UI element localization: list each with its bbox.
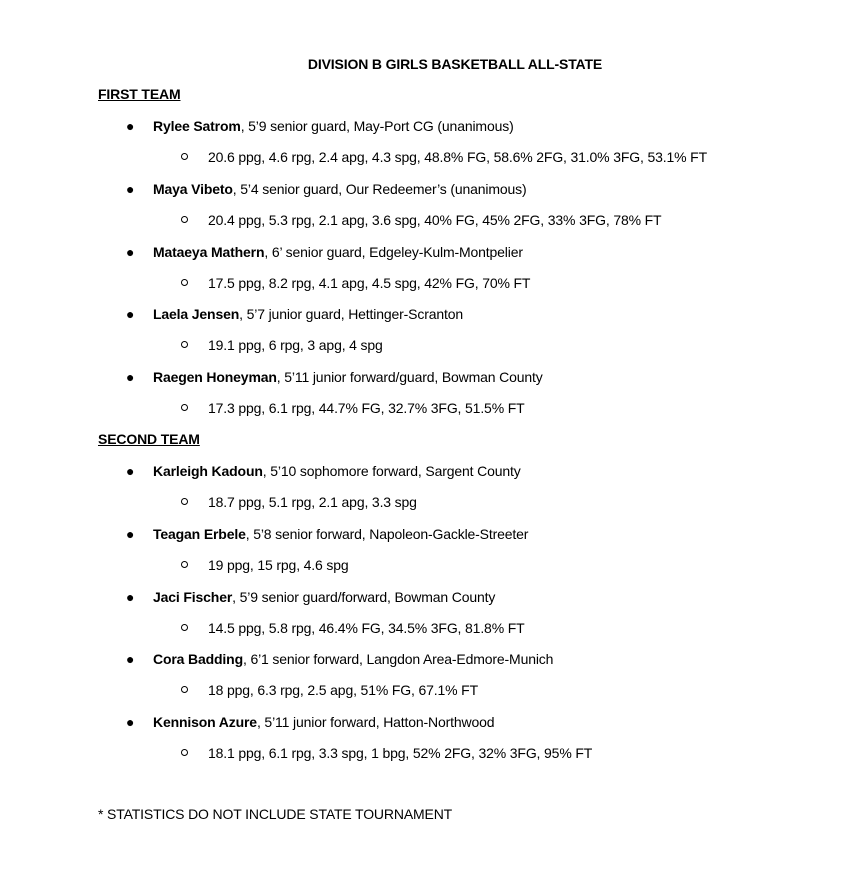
bullet-icon: ● [126, 463, 135, 479]
second-team-list [0, 462, 842, 776]
player-stats: 18 ppg, 6.3 rpg, 2.5 apg, 51% FG, 67.1% FT [208, 682, 478, 699]
list-item [0, 588, 842, 651]
player-stats: 19.1 ppg, 6 rpg, 3 apg, 4 spg [208, 337, 383, 354]
sub-bullet-icon [181, 341, 188, 348]
bullet-icon: ● [126, 651, 135, 668]
player-line [153, 588, 495, 606]
player-line [153, 713, 494, 731]
player-name: Karleigh Kadoun [153, 463, 263, 479]
list-item [0, 117, 842, 180]
first-team-list [0, 117, 842, 431]
sub-bullet-icon [181, 498, 188, 505]
bullet-icon: ● [126, 525, 135, 542]
player-line [153, 117, 514, 135]
player-details: , 6’ senior guard, Edgeley-Kulm-Montpelier [264, 243, 523, 260]
sub-bullet-icon [181, 624, 188, 631]
sub-bullet-icon [181, 404, 188, 411]
bullet-icon: ● [126, 118, 135, 134]
footnote: * STATISTICS DO NOT INCLUDE STATE TOURNAMENT [98, 806, 453, 822]
player-name: Rylee Satrom [153, 118, 241, 134]
player-name: Mataeya Mathern [153, 243, 265, 260]
player-stats: 18.1 ppg, 6.1 rpg, 3.3 spg, 1 bpg, 52% 2FG, 32% 3FG, 95% FT [208, 745, 593, 761]
player-stats: 14.5 ppg, 5.8 rpg, 46.4% FG, 34.5% 3FG, 81.8% FT [208, 619, 525, 636]
list-item [0, 180, 842, 243]
player-stats: 19 ppg, 15 rpg, 4.6 spg [208, 556, 349, 573]
player-line [153, 305, 463, 323]
list-item [0, 525, 842, 588]
player-details: , 5’11 junior forward/guard, Bowman County [276, 369, 543, 385]
list-item [0, 243, 842, 306]
player-line [153, 650, 553, 668]
bullet-icon: ● [126, 714, 135, 730]
bullet-icon: ● [126, 306, 135, 323]
player-stats: 20.6 ppg, 4.6 rpg, 2.4 apg, 4.3 spg, 48.8% FG, 58.6% 2FG, 31.0% 3FG, 53.1% FT [208, 149, 707, 165]
player-line [153, 525, 528, 543]
list-item [0, 305, 842, 368]
player-details: , 5’10 sophomore forward, Sargent County [262, 463, 521, 479]
player-details: , 5’9 senior guard/forward, Bowman County [232, 588, 496, 605]
player-line [153, 462, 521, 480]
player-line [153, 368, 543, 386]
player-stats: 18.7 ppg, 5.1 rpg, 2.1 apg, 3.3 spg [208, 494, 417, 510]
player-line [153, 243, 523, 261]
bullet-icon: ● [126, 588, 135, 605]
player-name: Kennison Azure [153, 714, 257, 730]
player-name: Jaci Fischer [153, 588, 233, 605]
bullet-icon: ● [126, 243, 135, 260]
sub-bullet-icon [181, 153, 188, 160]
sub-bullet-icon [181, 561, 188, 568]
player-details: , 5’8 senior forward, Napoleon-Gackle-Streeter [245, 525, 529, 542]
player-stats: 20.4 ppg, 5.3 rpg, 2.1 apg, 3.6 spg, 40% FG, 45% 2FG, 33% 3FG, 78% FT [208, 211, 662, 228]
player-name: Laela Jensen [153, 306, 240, 323]
list-item [0, 368, 842, 431]
player-stats: 17.3 ppg, 6.1 rpg, 44.7% FG, 32.7% 3FG, 51.5% FT [208, 400, 525, 416]
first-team-heading: FIRST TEAM [98, 86, 181, 102]
player-stats: 17.5 ppg, 8.2 rpg, 4.1 apg, 4.5 spg, 42% FG, 70% FT [208, 274, 531, 291]
player-name: Raegen Honeyman [153, 369, 277, 385]
document-title: DIVISION B GIRLS BASKETBALL ALL-STATE [307, 56, 603, 72]
list-item [0, 650, 842, 713]
sub-bullet-icon [181, 279, 188, 286]
bullet-icon: ● [126, 180, 135, 197]
sub-bullet-icon [181, 749, 188, 756]
sub-bullet-icon [181, 216, 188, 223]
list-item [0, 713, 842, 776]
player-details: , 5’9 senior guard, May-Port CG (unanimous) [240, 118, 514, 134]
player-details: , 5’4 senior guard, Our Redeemer’s (unanimous) [232, 180, 527, 197]
sub-bullet-icon [181, 686, 188, 693]
player-line [153, 180, 527, 198]
player-name: Cora Badding [153, 651, 243, 668]
player-name: Maya Vibeto [153, 180, 233, 197]
player-details: , 5’11 junior forward, Hatton-Northwood [256, 714, 495, 730]
player-details: , 6’1 senior forward, Langdon Area-Edmore-Munich [242, 651, 554, 668]
bullet-icon: ● [126, 369, 135, 385]
player-details: , 5’7 junior guard, Hettinger-Scranton [239, 306, 464, 323]
list-item [0, 462, 842, 525]
second-team-heading: SECOND TEAM [98, 431, 200, 447]
player-name: Teagan Erbele [153, 525, 246, 542]
